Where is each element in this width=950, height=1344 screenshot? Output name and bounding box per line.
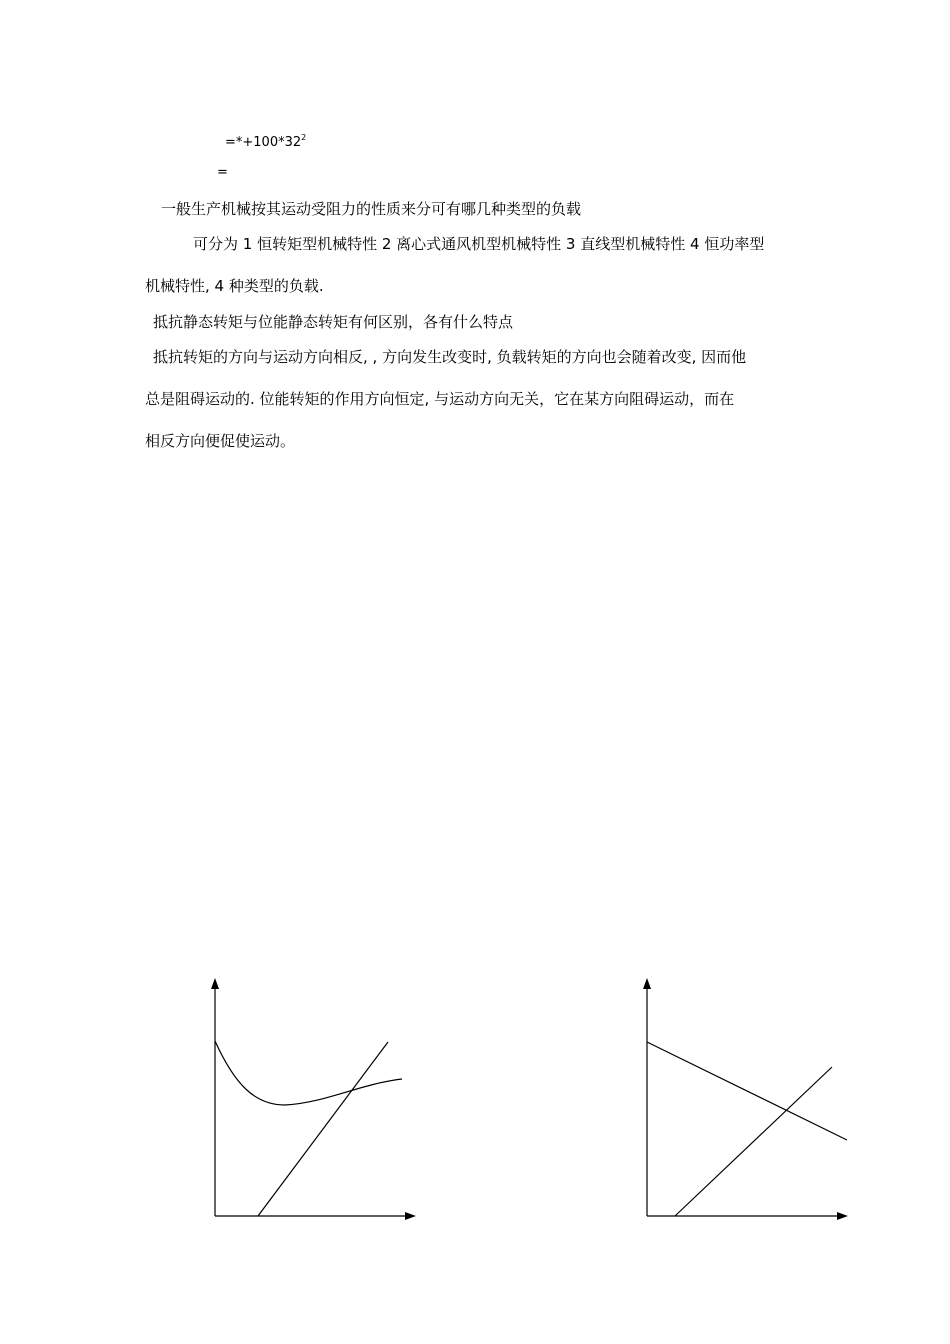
answer-2-line-1: 抵抗转矩的方向与运动方向相反, , 方向发生改变时, 负载转矩的方向也会随着改变, 因而他	[153, 348, 747, 366]
left-x-axis-arrow	[405, 1212, 416, 1220]
left-y-axis-arrow	[211, 978, 219, 989]
right-figure	[643, 978, 848, 1220]
right-y-axis-arrow	[643, 978, 651, 989]
answer-1-line-2: 机械特性, 4 种类型的负载.	[145, 277, 324, 295]
left-straight-line	[258, 1042, 388, 1216]
answer-2-line-3: 相反方向便促使运动。	[145, 432, 296, 450]
left-figure	[211, 978, 416, 1220]
right-descending-line	[647, 1042, 847, 1140]
right-x-axis-arrow	[837, 1212, 848, 1220]
formula-text: =*+100*32	[225, 135, 302, 150]
question-2: 抵抗静态转矩与位能静态转矩有何区别，各有什么特点	[153, 313, 514, 331]
right-ascending-line	[675, 1067, 832, 1216]
left-curve	[215, 1041, 402, 1105]
answer-1-line-1: 可分为 1 恒转矩型机械特性 2 离心式通风机型机械特性 3 直线型机械特性 4 恒功率型	[193, 235, 765, 253]
formula-superscript: 2	[301, 133, 307, 142]
answer-2-line-2: 总是阻碍运动的. 位能转矩的作用方向恒定, 与运动方向无关，它在某方向阻碍运动，而在	[145, 390, 735, 408]
question-1: 一般生产机械按其运动受阻力的性质来分可有哪几种类型的负载	[161, 200, 582, 218]
formula-line-2: =	[217, 165, 228, 180]
